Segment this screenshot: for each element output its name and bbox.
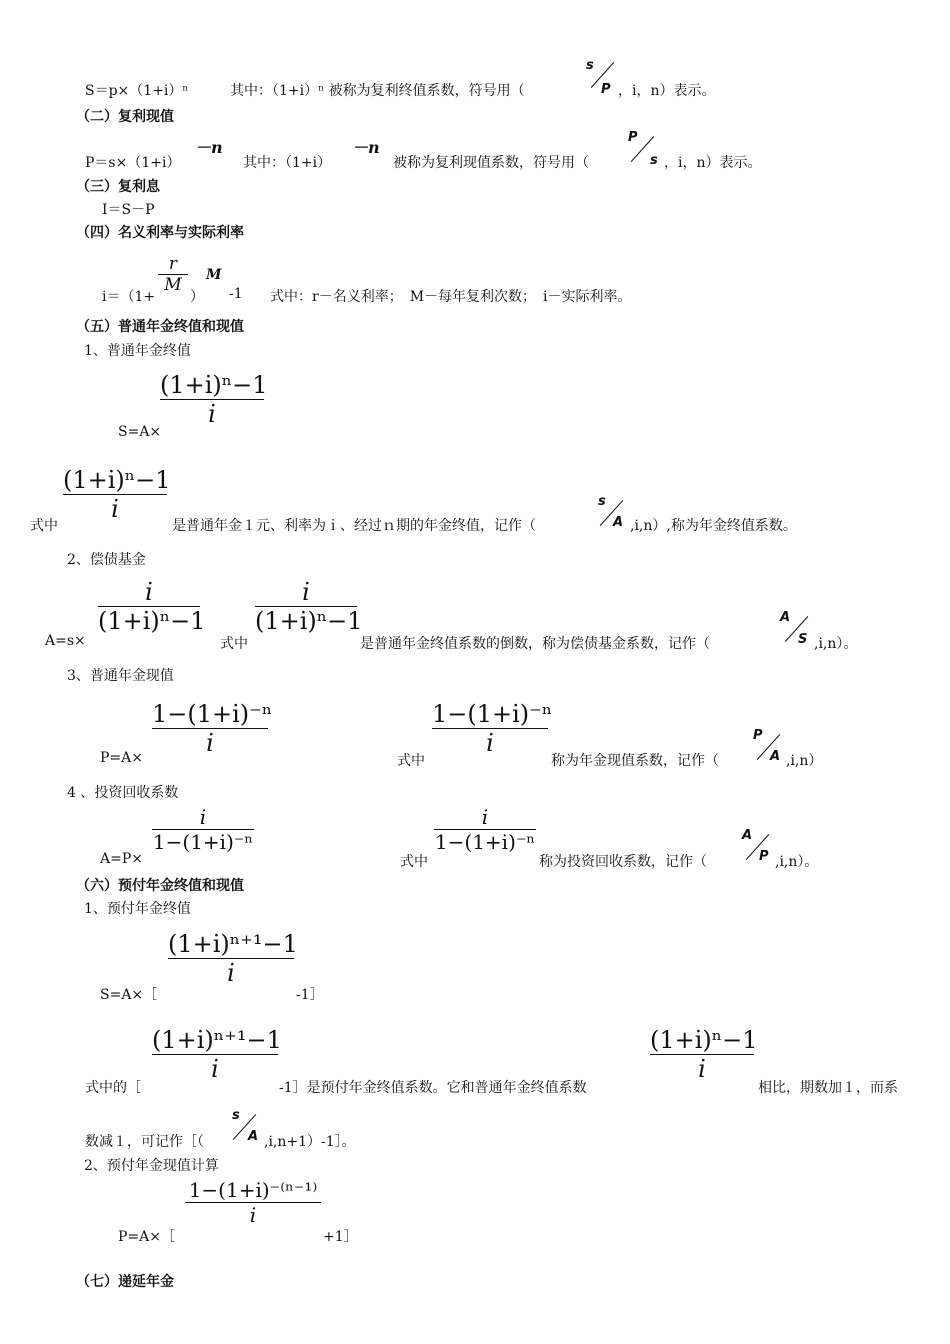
sinking-denominator: (1+i)ⁿ−1 (255, 607, 363, 635)
item-heading: 1、预付年金终值 (84, 901, 191, 917)
recovery-formula: A=P× (100, 851, 143, 867)
symbol-bottom: A (613, 515, 624, 530)
compound-final-formula: S＝p×（1+i）ⁿ (85, 83, 189, 99)
recovery-numerator: i (481, 805, 489, 829)
rate-prefix: i＝（1+ (102, 289, 156, 305)
recovery-denominator: 1−(1+i)⁻ⁿ (434, 830, 536, 854)
ordinary-fv-fraction (650, 1026, 758, 1083)
symbol-bottom: S (798, 632, 808, 647)
fv-fraction (160, 371, 268, 428)
heading-compound-interest: （三）复利息 (76, 179, 160, 195)
prepaid-pv-formula: P=A×［ (118, 1229, 175, 1245)
sinking-suffix: ,i,n）。 (814, 636, 858, 652)
symbol-bottom: P (759, 849, 769, 864)
symbol-top: s (586, 58, 594, 73)
recovery-suffix: ,i,n）。 (775, 854, 819, 870)
recovery-numerator: i (199, 805, 207, 829)
compound-final-desc-suffix: ，i，n）表示。 (618, 83, 716, 99)
heading-nominal-rate: （四）名义利率与实际利率 (76, 225, 244, 241)
prepaid-pv-denominator: i (249, 1203, 257, 1227)
symbol-top: A (780, 610, 791, 625)
pv-denominator: i (486, 729, 494, 757)
prepaid-fv-denominator: i (211, 1055, 219, 1083)
fv-denominator: i (111, 495, 119, 523)
rate-desc: 式中：r－名义利率； M－每年复利次数； i－实际利率。 (270, 289, 632, 305)
symbol-top: A (742, 828, 753, 843)
sinking-numerator: i (145, 578, 153, 606)
prepaid-fv-numerator: (1+i)ⁿ⁺¹−1 (168, 930, 298, 958)
heading-compound-present: （二）复利现值 (76, 109, 174, 125)
fv-denominator: i (208, 400, 216, 428)
rate-denominator: M (164, 275, 182, 295)
symbol-bottom: A (770, 749, 781, 764)
pv-numerator: 1−(1+i)⁻ⁿ (432, 700, 553, 728)
rate-numerator: r (168, 254, 178, 274)
heading-prepaid-annuity: （六）预付年金终值和现值 (76, 878, 244, 894)
recovery-coef-fraction (434, 805, 536, 854)
prepaid-line2-prefix: 数减１，可记作［（ (85, 1134, 204, 1150)
compound-final-desc-prefix: 其中：（1+i）ⁿ 被称为复利终值系数，符号用（ (230, 83, 525, 99)
sinking-coef-fraction (255, 578, 363, 635)
symbol-bottom: P (601, 82, 611, 97)
shizhong-label: 式中 (400, 854, 428, 870)
prepaid-fv-coef-fraction (152, 1026, 282, 1083)
prepaid-desc-mid: -1］是预付年金终值系数。它和普通年金终值系数 (279, 1080, 587, 1096)
rate-close: ） (190, 289, 204, 305)
compound-present-formula: P＝s×（1+i） (85, 155, 181, 171)
prepaid-fv-numerator: (1+i)ⁿ⁺¹−1 (152, 1026, 282, 1054)
rate-exponent: M (206, 267, 222, 283)
prepaid-pv-tail: +1］ (323, 1229, 358, 1245)
sinking-fraction (98, 578, 206, 635)
prepaid-desc-end: 相比，期数加１，而系 (758, 1080, 898, 1096)
rate-minus: -1 (229, 286, 243, 302)
sinking-desc: 是普通年金终值系数的倒数，称为偿债基金系数，记作（ (360, 636, 710, 652)
fv-numerator: (1+i)ⁿ−1 (63, 466, 171, 494)
prepaid-fv-denominator: i (227, 959, 235, 987)
fv-desc: 是普通年金１元、利率为ｉ、经过ｎ期的年金终值，记作（ (172, 518, 536, 534)
compound-present-desc-prefix: 被称为复利现值系数，符号用（ (393, 155, 589, 171)
symbol-top: P (753, 728, 763, 743)
prepaid-pv-numerator: 1−(1+i)⁻⁽ⁿ⁻¹⁾ (188, 1178, 318, 1202)
recovery-denominator: 1−(1+i)⁻ⁿ (152, 830, 254, 854)
pv-denominator: i (206, 729, 214, 757)
pv-coef-fraction (432, 700, 553, 757)
recovery-fraction (152, 805, 254, 854)
compound-present-mid: 其中：（1+i） (243, 155, 332, 171)
heading-ordinary-annuity: （五）普通年金终值和现值 (76, 319, 244, 335)
shizhong-label: 式中 (397, 753, 425, 769)
sinking-denominator: (1+i)ⁿ−1 (98, 607, 206, 635)
fv-coef-fraction (63, 466, 171, 523)
item-heading: 2、偿债基金 (67, 552, 146, 568)
sinking-formula: A=s× (45, 633, 86, 649)
symbol-top: s (232, 1108, 240, 1123)
fv-numerator: (1+i)ⁿ−1 (160, 371, 268, 399)
heading-deferred-annuity: （七）递延年金 (76, 1274, 174, 1290)
exponent: －n (195, 138, 223, 157)
rate-fraction (158, 254, 188, 295)
pv-fraction (152, 700, 273, 757)
exponent: －n (352, 138, 380, 157)
symbol-bottom: A (248, 1129, 259, 1144)
fv-formula: S=A× (118, 424, 162, 440)
prepaid-fv-fraction (168, 930, 298, 987)
item-heading: 1、普通年金终值 (84, 343, 191, 359)
item-heading: 3、普通年金现值 (67, 668, 174, 684)
pv-suffix: ,i,n） (786, 753, 823, 769)
prepaid-pv-fraction (185, 1178, 321, 1227)
compound-interest-formula: I＝S－P (102, 202, 155, 218)
symbol-top: P (628, 130, 638, 145)
prepaid-desc-prefix: 式中的［ (85, 1080, 141, 1096)
sinking-numerator: i (302, 578, 310, 606)
prepaid-fv-tail: -1］ (296, 987, 324, 1003)
prepaid-line2-suffix: ,i,n+1）-1］。 (264, 1134, 356, 1150)
symbol-bottom: s (650, 153, 658, 168)
compound-present-desc-suffix: ，i，n）表示。 (664, 155, 762, 171)
ordinary-fv-numerator: (1+i)ⁿ−1 (650, 1026, 758, 1054)
ordinary-fv-denominator: i (698, 1055, 706, 1083)
symbol-top: s (598, 494, 606, 509)
shizhong-label: 式中 (30, 518, 58, 534)
pv-desc: 称为年金现值系数，记作（ (551, 753, 719, 769)
item-heading: 4 、投资回收系数 (67, 785, 179, 801)
pv-numerator: 1−(1+i)⁻ⁿ (152, 700, 273, 728)
shizhong-label: 式中 (220, 636, 248, 652)
recovery-desc: 称为投资回收系数，记作（ (539, 854, 707, 870)
pv-formula: P=A× (100, 750, 143, 766)
prepaid-fv-formula: S=A×［ (100, 987, 158, 1003)
item-heading: 2、预付年金现值计算 (84, 1158, 219, 1174)
fv-suffix: ,i,n）,称为年金终值系数。 (630, 518, 797, 534)
